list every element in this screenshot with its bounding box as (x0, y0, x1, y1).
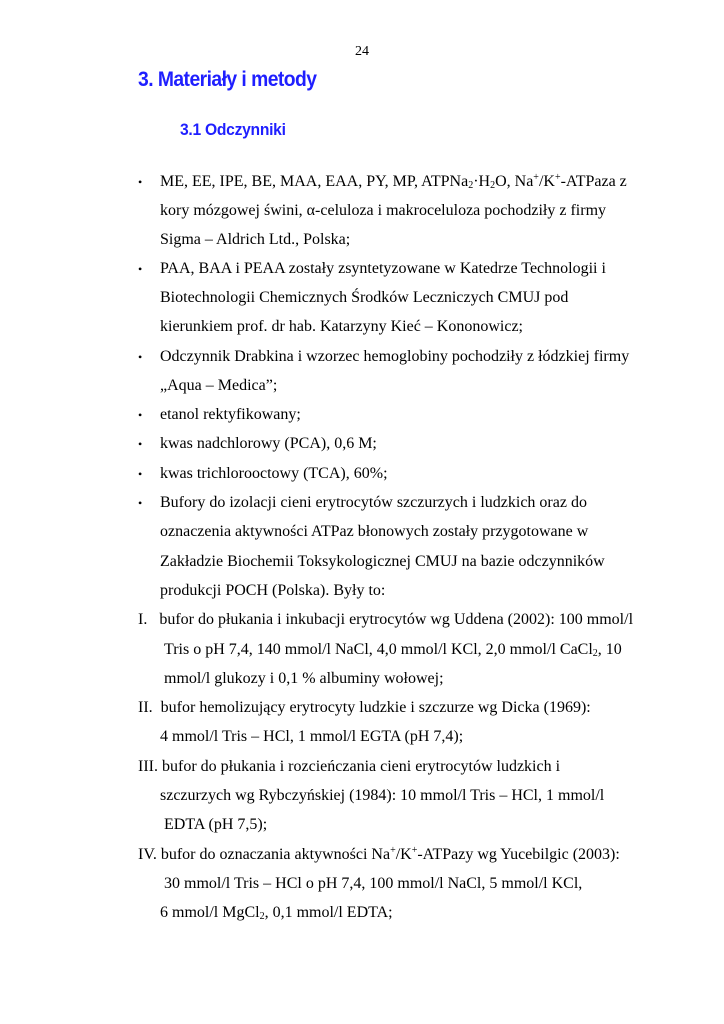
subsection-heading: 3.1 Odczynniki (180, 120, 286, 139)
bullet-icon: • (138, 496, 143, 510)
text-line: 6 mmol/l MgCl$_2$, 0,1 mmol/l EDTA; (160, 904, 393, 922)
text-line: EDTA (pH 7,5); (164, 816, 268, 833)
text-line: etanol rektyfikowany; (160, 406, 301, 423)
text-line: I. bufor do płukania i inkubacji erytrocytów wg Uddena (2002): 100 mmol/l (138, 611, 634, 628)
text-line: kwas trichlorooctowy (TCA), 60%; (160, 465, 388, 482)
text-line: PAA, BAA i PEAA zostały zsyntetyzowane w Katedrze Technologii i (160, 260, 606, 277)
bullet-icon: • (138, 350, 143, 364)
text-line: Bufory do izolacji cieni erytrocytów szczurzych i ludzkich oraz do (160, 494, 587, 511)
text-line: oznaczenia aktywności ATPaz błonowych zostały przygotowane w (160, 523, 589, 540)
text-line: Biotechnologii Chemicznych Środków Leczniczych CMUJ pod (160, 289, 569, 306)
text-line: Sigma – Aldrich Ltd., Polska; (160, 231, 351, 248)
text-line: kory mózgowej świni, α-celuloza i makroceluloza pochodziły z firmy (160, 202, 607, 219)
text-line: „Aqua – Medica”; (160, 377, 278, 394)
text-line: IV. bufor do oznaczania aktywności Na+/K+-ATPazy wg Yucebilgic (2003): (138, 845, 620, 863)
page-number: 24 (355, 44, 369, 59)
text-line: 4 mmol/l Tris – HCl, 1 mmol/l EGTA (pH 7,4); (160, 728, 464, 745)
text-line: produkcji POCH (Polska). Były to: (160, 582, 386, 599)
text-line: III. bufor do płukania i rozcieńczania cieni erytrocytów ludzkich i (138, 758, 561, 775)
bullet-icon: • (138, 408, 143, 422)
bullet-icon: • (138, 467, 143, 481)
text-line: Tris o pH 7,4, 140 mmol/l NaCl, 4,0 mmol/l KCl, 2,0 mmol/l CaCl$_2$, 10 (164, 641, 622, 659)
text-line: kwas nadchlorowy (PCA), 0,6 M; (160, 435, 377, 452)
text-line: II. bufor hemolizujący erytrocyty ludzkie i szczurze wg Dicka (1969): (138, 699, 591, 716)
bullet-icon: • (138, 262, 143, 276)
text-line: szczurzych wg Rybczyńskiej (1984): 10 mmol/l Tris – HCl, 1 mmol/l (160, 787, 605, 804)
text-line: Zakładzie Biochemii Toksykologicznej CMUJ na bazie odczynników (160, 553, 605, 570)
text-line: ME, EE, IPE, BE, MAA, EAA, PY, MP, $ATPNa_2\cdot H_2O$, Na+/K+-ATPaza z (160, 172, 627, 191)
text-line: Odczynnik Drabkina i wzorzec hemoglobiny pochodziły z łódzkiej firmy (160, 348, 630, 365)
text-line: mmol/l glukozy i 0,1 % albuminy wołowej; (164, 670, 444, 687)
section-heading: 3. Materiały i metody (138, 68, 317, 91)
text-line: kierunkiem prof. dr hab. Katarzyny Kieć – Kononowicz; (160, 318, 523, 335)
bullet-icon: • (138, 437, 143, 451)
text-line: 30 mmol/l Tris – HCl o pH 7,4, 100 mmol/l NaCl, 5 mmol/l KCl, (164, 875, 583, 892)
bullet-icon: • (138, 175, 143, 189)
